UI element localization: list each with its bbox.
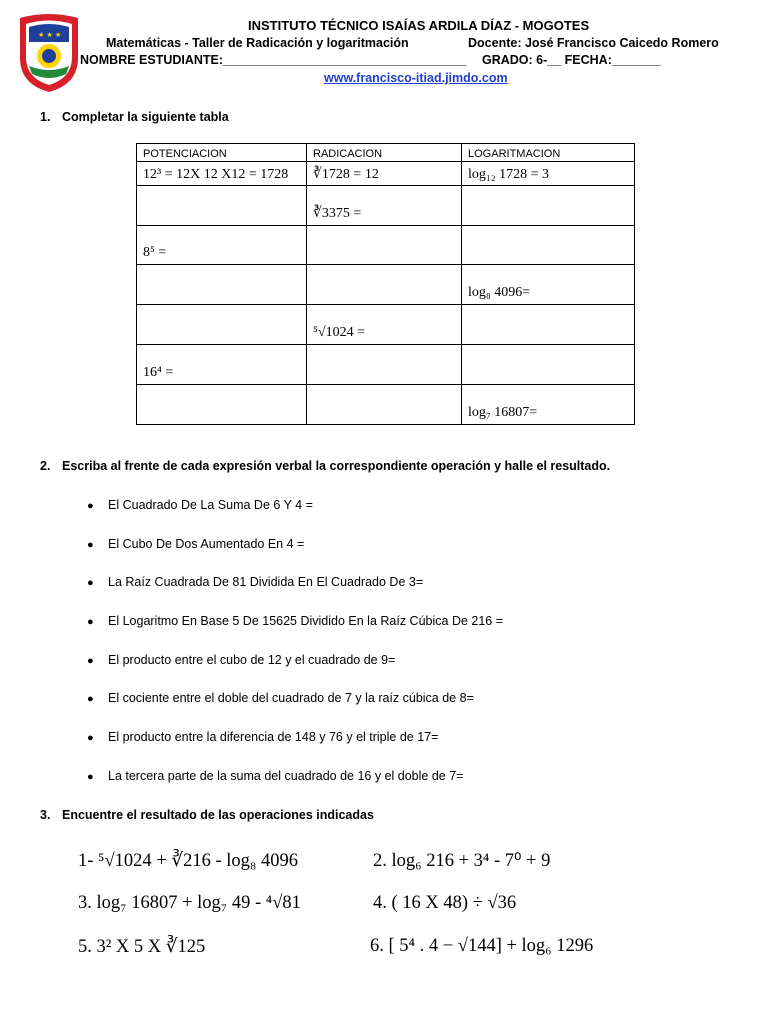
column-header: RADICACION bbox=[307, 144, 462, 162]
website-link[interactable]: www.francisco-itiad.jimdo.com bbox=[324, 71, 508, 85]
table-cell bbox=[307, 345, 462, 385]
list-item bbox=[87, 769, 503, 808]
list-item bbox=[87, 498, 503, 537]
table-cell bbox=[462, 186, 635, 226]
table-cell: log₁₂ 1728 = 3 bbox=[462, 162, 635, 186]
bullet-icon: ● bbox=[87, 616, 94, 629]
list-item-text: El producto entre la diferencia de 148 y 76 y el triple de 17= bbox=[108, 730, 439, 745]
list-item bbox=[87, 537, 503, 576]
bullet-icon: ● bbox=[87, 770, 94, 783]
table-cell: 8⁵ = bbox=[137, 226, 307, 265]
table-cell: ∛1728 = 12 bbox=[307, 162, 462, 186]
section-3-title bbox=[40, 808, 374, 822]
bullet-icon: ● bbox=[87, 500, 94, 512]
section-title-text: Escriba al frente de cada expresión verbal la correspondiente operación y halle el resultado. bbox=[62, 459, 611, 473]
section-title-text: Completar la siguiente tabla bbox=[62, 110, 229, 124]
teacher-line: Docente: José Francisco Caicedo Romero bbox=[468, 36, 719, 50]
table-cell bbox=[307, 385, 462, 425]
list-item-text: El Cubo De Dos Aumentado En 4 = bbox=[108, 536, 305, 551]
table-cell bbox=[137, 385, 307, 425]
list-item bbox=[87, 691, 503, 730]
bullet-icon: ● bbox=[87, 693, 94, 706]
list-item-text: La Raíz Cuadrada De 81 Dividida En El Cuadrado De 3= bbox=[108, 575, 424, 590]
bullet-icon: ● bbox=[87, 538, 94, 551]
table-cell: 12³ = 12X 12 X12 = 1728 bbox=[137, 162, 307, 186]
column-header: POTENCIACION bbox=[137, 144, 307, 162]
column-header: LOGARITMACION bbox=[462, 144, 635, 162]
section-2-title bbox=[40, 459, 610, 473]
list-item bbox=[87, 730, 503, 769]
table-cell: 16⁴ = bbox=[137, 345, 307, 385]
table-cell bbox=[307, 226, 462, 265]
completion-table bbox=[136, 143, 635, 425]
operation-3: 3. log₇ 16807 + log₇ 49 - ⁴√81 bbox=[78, 893, 301, 913]
section-1-title bbox=[40, 110, 229, 124]
institution-title: INSTITUTO TÉCNICO ISAÍAS ARDILA DÍAZ - MOGOTES bbox=[248, 18, 590, 33]
list-item-text: El cociente entre el doble del cuadrado de 7 y la raíz cúbica de 8= bbox=[108, 691, 474, 706]
subject-line: Matemáticas - Taller de Radicación y logaritmación bbox=[106, 36, 409, 50]
table-cell: log₈ 4096= bbox=[462, 265, 635, 305]
table-cell bbox=[462, 345, 635, 385]
operation-6: 6. [ 5⁴ . 4 − √144] + log₆ 1296 bbox=[370, 936, 594, 956]
table-cell: log₇ 16807= bbox=[462, 385, 635, 425]
section-title-text: Encuentre el resultado de las operaciones indicadas bbox=[62, 808, 374, 822]
table-cell bbox=[137, 305, 307, 345]
table-cell bbox=[137, 265, 307, 305]
operation-2: 2. log₆ 216 + 3⁴ - 7⁰ + 9 bbox=[373, 851, 551, 871]
operation-5: 5. 3² X 5 X ∛125 bbox=[78, 937, 206, 957]
list-item-text: El producto entre el cubo de 12 y el cuadrado de 9= bbox=[108, 652, 396, 667]
school-crest-logo bbox=[16, 12, 82, 94]
table-cell: ∛3375 = bbox=[307, 186, 462, 226]
operation-4: 4. ( 16 X 48) ÷ √36 bbox=[373, 893, 517, 913]
table-cell bbox=[462, 226, 635, 265]
list-item-text: La tercera parte de la suma del cuadrado de 16 y el doble de 7= bbox=[108, 768, 464, 783]
table-cell bbox=[137, 186, 307, 226]
section-number: 1. bbox=[40, 110, 51, 124]
list-item bbox=[87, 575, 503, 614]
grade-date-field: GRADO: 6-__ FECHA:_______ bbox=[482, 53, 661, 67]
student-name-field: NOMBRE ESTUDIANTE:___________________________________ bbox=[80, 53, 467, 67]
section-number: 3. bbox=[40, 808, 51, 822]
bullet-icon: ● bbox=[87, 732, 94, 745]
bullet-icon: ● bbox=[87, 577, 94, 590]
list-item bbox=[87, 653, 503, 692]
verbal-expressions-list bbox=[87, 498, 503, 808]
list-item-text: El Cuadrado De La Suma De 6 Y 4 = bbox=[108, 498, 313, 512]
list-item bbox=[87, 614, 503, 653]
operation-1: 1- ⁵√1024 + ∛216 - log₈ 4096 bbox=[78, 851, 298, 871]
svg-text:★ ★ ★: ★ ★ ★ bbox=[38, 31, 62, 39]
table-cell bbox=[462, 305, 635, 345]
table-cell: ⁵√1024 = bbox=[307, 305, 462, 345]
list-item-text: El Logaritmo En Base 5 De 15625 Dividido En la Raíz Cúbica De 216 = bbox=[108, 614, 504, 629]
bullet-icon: ● bbox=[87, 654, 94, 667]
table-cell bbox=[307, 265, 462, 305]
section-number: 2. bbox=[40, 459, 51, 473]
